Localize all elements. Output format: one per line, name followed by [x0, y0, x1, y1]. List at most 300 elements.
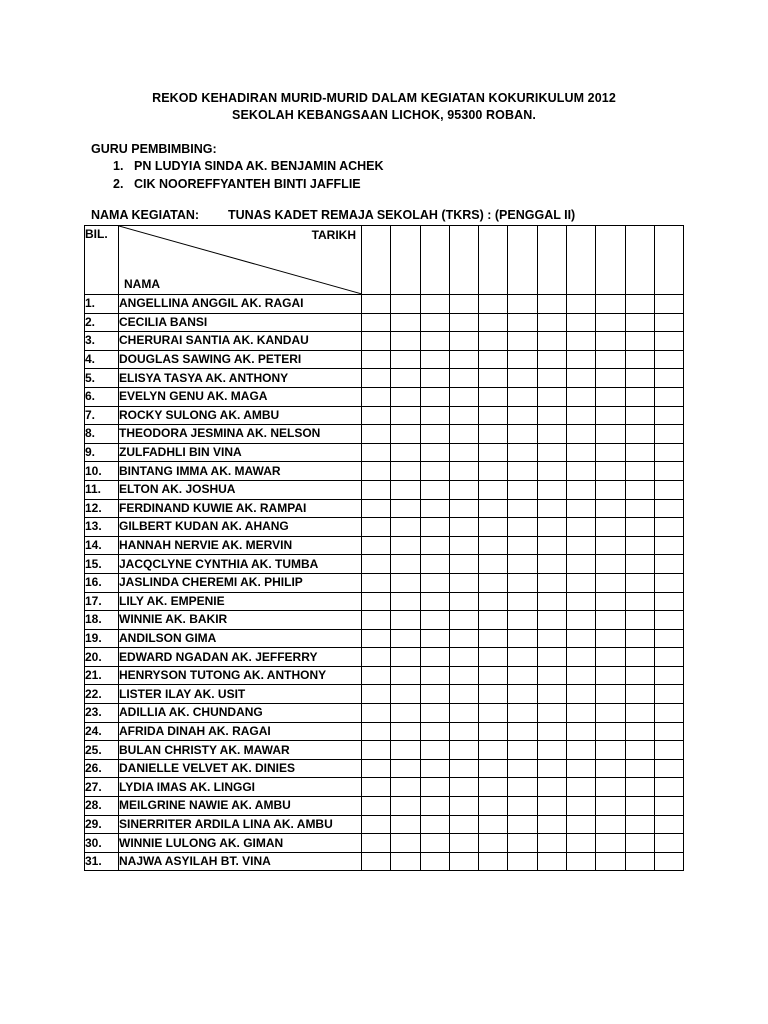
attendance-cell[interactable]	[596, 425, 625, 444]
attendance-cell[interactable]	[391, 350, 420, 369]
attendance-cell[interactable]	[537, 332, 566, 351]
attendance-cell[interactable]	[625, 443, 654, 462]
attendance-cell[interactable]	[567, 852, 596, 871]
attendance-cell[interactable]	[420, 387, 449, 406]
attendance-cell[interactable]	[654, 573, 683, 592]
attendance-cell[interactable]	[449, 313, 478, 332]
attendance-cell[interactable]	[362, 499, 391, 518]
attendance-cell[interactable]	[596, 797, 625, 816]
attendance-cell[interactable]	[508, 704, 537, 723]
attendance-cell[interactable]	[596, 629, 625, 648]
attendance-cell[interactable]	[537, 425, 566, 444]
attendance-cell[interactable]	[625, 797, 654, 816]
attendance-cell[interactable]	[596, 536, 625, 555]
attendance-cell[interactable]	[449, 350, 478, 369]
attendance-cell[interactable]	[654, 648, 683, 667]
attendance-cell[interactable]	[391, 685, 420, 704]
attendance-cell[interactable]	[479, 462, 508, 481]
attendance-cell[interactable]	[420, 406, 449, 425]
attendance-cell[interactable]	[449, 536, 478, 555]
attendance-cell[interactable]	[625, 536, 654, 555]
attendance-cell[interactable]	[537, 648, 566, 667]
date-header-cell[interactable]	[596, 226, 625, 295]
attendance-cell[interactable]	[654, 406, 683, 425]
attendance-cell[interactable]	[479, 573, 508, 592]
attendance-cell[interactable]	[479, 443, 508, 462]
attendance-cell[interactable]	[391, 536, 420, 555]
attendance-cell[interactable]	[479, 592, 508, 611]
attendance-cell[interactable]	[449, 852, 478, 871]
attendance-cell[interactable]	[596, 685, 625, 704]
attendance-cell[interactable]	[449, 759, 478, 778]
attendance-cell[interactable]	[391, 332, 420, 351]
attendance-cell[interactable]	[449, 443, 478, 462]
date-header-cell[interactable]	[537, 226, 566, 295]
attendance-cell[interactable]	[625, 592, 654, 611]
attendance-cell[interactable]	[508, 387, 537, 406]
attendance-cell[interactable]	[479, 778, 508, 797]
attendance-cell[interactable]	[654, 852, 683, 871]
date-header-cell[interactable]	[479, 226, 508, 295]
attendance-cell[interactable]	[479, 350, 508, 369]
attendance-cell[interactable]	[596, 518, 625, 537]
attendance-cell[interactable]	[567, 797, 596, 816]
attendance-cell[interactable]	[391, 406, 420, 425]
attendance-cell[interactable]	[508, 722, 537, 741]
attendance-cell[interactable]	[537, 387, 566, 406]
attendance-cell[interactable]	[420, 648, 449, 667]
attendance-cell[interactable]	[362, 666, 391, 685]
attendance-cell[interactable]	[391, 369, 420, 388]
attendance-cell[interactable]	[479, 555, 508, 574]
attendance-cell[interactable]	[537, 722, 566, 741]
attendance-cell[interactable]	[537, 369, 566, 388]
attendance-cell[interactable]	[479, 834, 508, 853]
attendance-cell[interactable]	[449, 480, 478, 499]
attendance-cell[interactable]	[420, 685, 449, 704]
attendance-cell[interactable]	[654, 759, 683, 778]
attendance-cell[interactable]	[420, 369, 449, 388]
attendance-cell[interactable]	[362, 518, 391, 537]
attendance-cell[interactable]	[508, 443, 537, 462]
attendance-cell[interactable]	[654, 815, 683, 834]
attendance-cell[interactable]	[625, 518, 654, 537]
attendance-cell[interactable]	[420, 480, 449, 499]
date-header-cell[interactable]	[420, 226, 449, 295]
attendance-cell[interactable]	[479, 611, 508, 630]
attendance-cell[interactable]	[420, 350, 449, 369]
attendance-cell[interactable]	[449, 332, 478, 351]
attendance-cell[interactable]	[362, 555, 391, 574]
attendance-cell[interactable]	[508, 629, 537, 648]
attendance-cell[interactable]	[567, 387, 596, 406]
attendance-cell[interactable]	[654, 778, 683, 797]
attendance-cell[interactable]	[654, 295, 683, 314]
attendance-cell[interactable]	[420, 332, 449, 351]
attendance-cell[interactable]	[362, 406, 391, 425]
attendance-cell[interactable]	[420, 629, 449, 648]
attendance-cell[interactable]	[596, 480, 625, 499]
attendance-cell[interactable]	[567, 592, 596, 611]
attendance-cell[interactable]	[537, 573, 566, 592]
attendance-cell[interactable]	[391, 704, 420, 723]
attendance-cell[interactable]	[479, 815, 508, 834]
attendance-cell[interactable]	[596, 704, 625, 723]
attendance-cell[interactable]	[508, 295, 537, 314]
attendance-cell[interactable]	[537, 778, 566, 797]
attendance-cell[interactable]	[479, 666, 508, 685]
attendance-cell[interactable]	[449, 778, 478, 797]
attendance-cell[interactable]	[654, 834, 683, 853]
attendance-cell[interactable]	[391, 648, 420, 667]
attendance-cell[interactable]	[596, 350, 625, 369]
attendance-cell[interactable]	[391, 499, 420, 518]
attendance-cell[interactable]	[479, 648, 508, 667]
attendance-cell[interactable]	[596, 573, 625, 592]
attendance-cell[interactable]	[479, 685, 508, 704]
attendance-cell[interactable]	[537, 313, 566, 332]
attendance-cell[interactable]	[537, 536, 566, 555]
attendance-cell[interactable]	[625, 573, 654, 592]
attendance-cell[interactable]	[654, 555, 683, 574]
attendance-cell[interactable]	[479, 536, 508, 555]
attendance-cell[interactable]	[654, 443, 683, 462]
attendance-cell[interactable]	[391, 797, 420, 816]
attendance-cell[interactable]	[508, 425, 537, 444]
attendance-cell[interactable]	[596, 741, 625, 760]
attendance-cell[interactable]	[625, 462, 654, 481]
attendance-cell[interactable]	[449, 741, 478, 760]
attendance-cell[interactable]	[654, 387, 683, 406]
attendance-cell[interactable]	[362, 629, 391, 648]
attendance-cell[interactable]	[625, 555, 654, 574]
attendance-cell[interactable]	[596, 778, 625, 797]
attendance-cell[interactable]	[391, 722, 420, 741]
attendance-cell[interactable]	[420, 295, 449, 314]
attendance-cell[interactable]	[537, 592, 566, 611]
attendance-cell[interactable]	[654, 611, 683, 630]
attendance-cell[interactable]	[508, 350, 537, 369]
attendance-cell[interactable]	[508, 406, 537, 425]
attendance-cell[interactable]	[596, 499, 625, 518]
attendance-cell[interactable]	[567, 443, 596, 462]
attendance-cell[interactable]	[449, 369, 478, 388]
attendance-cell[interactable]	[362, 425, 391, 444]
attendance-cell[interactable]	[625, 815, 654, 834]
attendance-cell[interactable]	[625, 406, 654, 425]
attendance-cell[interactable]	[625, 704, 654, 723]
attendance-cell[interactable]	[567, 295, 596, 314]
attendance-cell[interactable]	[449, 704, 478, 723]
attendance-cell[interactable]	[508, 611, 537, 630]
attendance-cell[interactable]	[537, 741, 566, 760]
attendance-cell[interactable]	[508, 648, 537, 667]
attendance-cell[interactable]	[625, 741, 654, 760]
attendance-cell[interactable]	[362, 834, 391, 853]
attendance-cell[interactable]	[449, 462, 478, 481]
attendance-cell[interactable]	[449, 499, 478, 518]
attendance-cell[interactable]	[567, 629, 596, 648]
attendance-cell[interactable]	[391, 555, 420, 574]
attendance-cell[interactable]	[479, 387, 508, 406]
attendance-cell[interactable]	[625, 629, 654, 648]
attendance-cell[interactable]	[391, 425, 420, 444]
date-header-cell[interactable]	[449, 226, 478, 295]
attendance-cell[interactable]	[596, 295, 625, 314]
attendance-cell[interactable]	[625, 295, 654, 314]
attendance-cell[interactable]	[537, 350, 566, 369]
attendance-cell[interactable]	[508, 815, 537, 834]
attendance-cell[interactable]	[420, 573, 449, 592]
attendance-cell[interactable]	[362, 480, 391, 499]
attendance-cell[interactable]	[537, 704, 566, 723]
attendance-cell[interactable]	[596, 852, 625, 871]
attendance-cell[interactable]	[537, 480, 566, 499]
attendance-cell[interactable]	[508, 555, 537, 574]
attendance-cell[interactable]	[654, 722, 683, 741]
attendance-cell[interactable]	[508, 797, 537, 816]
attendance-cell[interactable]	[537, 518, 566, 537]
attendance-cell[interactable]	[654, 425, 683, 444]
attendance-cell[interactable]	[420, 834, 449, 853]
attendance-cell[interactable]	[537, 611, 566, 630]
attendance-cell[interactable]	[654, 536, 683, 555]
attendance-cell[interactable]	[596, 759, 625, 778]
attendance-cell[interactable]	[362, 722, 391, 741]
attendance-cell[interactable]	[362, 313, 391, 332]
attendance-cell[interactable]	[449, 592, 478, 611]
attendance-cell[interactable]	[567, 480, 596, 499]
attendance-cell[interactable]	[479, 797, 508, 816]
attendance-cell[interactable]	[596, 332, 625, 351]
attendance-cell[interactable]	[537, 759, 566, 778]
attendance-cell[interactable]	[420, 722, 449, 741]
attendance-cell[interactable]	[449, 666, 478, 685]
attendance-cell[interactable]	[449, 406, 478, 425]
attendance-cell[interactable]	[508, 518, 537, 537]
attendance-cell[interactable]	[391, 462, 420, 481]
attendance-cell[interactable]	[537, 666, 566, 685]
attendance-cell[interactable]	[449, 518, 478, 537]
date-header-cell[interactable]	[567, 226, 596, 295]
attendance-cell[interactable]	[596, 592, 625, 611]
attendance-cell[interactable]	[596, 369, 625, 388]
attendance-cell[interactable]	[567, 778, 596, 797]
date-header-cell[interactable]	[508, 226, 537, 295]
attendance-cell[interactable]	[362, 685, 391, 704]
attendance-cell[interactable]	[449, 797, 478, 816]
attendance-cell[interactable]	[567, 350, 596, 369]
attendance-cell[interactable]	[567, 425, 596, 444]
attendance-cell[interactable]	[508, 685, 537, 704]
attendance-cell[interactable]	[596, 666, 625, 685]
attendance-cell[interactable]	[567, 406, 596, 425]
attendance-cell[interactable]	[567, 332, 596, 351]
attendance-cell[interactable]	[508, 369, 537, 388]
attendance-cell[interactable]	[391, 518, 420, 537]
attendance-cell[interactable]	[508, 332, 537, 351]
attendance-cell[interactable]	[654, 666, 683, 685]
date-header-cell[interactable]	[391, 226, 420, 295]
attendance-cell[interactable]	[391, 741, 420, 760]
attendance-cell[interactable]	[596, 406, 625, 425]
attendance-cell[interactable]	[654, 685, 683, 704]
attendance-cell[interactable]	[508, 536, 537, 555]
attendance-cell[interactable]	[479, 480, 508, 499]
attendance-cell[interactable]	[567, 704, 596, 723]
attendance-cell[interactable]	[654, 518, 683, 537]
attendance-cell[interactable]	[537, 462, 566, 481]
attendance-cell[interactable]	[449, 629, 478, 648]
attendance-cell[interactable]	[567, 759, 596, 778]
attendance-cell[interactable]	[537, 406, 566, 425]
attendance-cell[interactable]	[508, 499, 537, 518]
attendance-cell[interactable]	[362, 350, 391, 369]
attendance-cell[interactable]	[508, 741, 537, 760]
attendance-cell[interactable]	[567, 499, 596, 518]
attendance-cell[interactable]	[567, 536, 596, 555]
attendance-cell[interactable]	[420, 462, 449, 481]
attendance-cell[interactable]	[625, 313, 654, 332]
attendance-cell[interactable]	[391, 480, 420, 499]
attendance-cell[interactable]	[596, 834, 625, 853]
attendance-cell[interactable]	[537, 443, 566, 462]
attendance-cell[interactable]	[625, 685, 654, 704]
attendance-cell[interactable]	[654, 499, 683, 518]
attendance-cell[interactable]	[625, 834, 654, 853]
attendance-cell[interactable]	[654, 462, 683, 481]
attendance-cell[interactable]	[479, 759, 508, 778]
attendance-cell[interactable]	[449, 611, 478, 630]
attendance-cell[interactable]	[654, 704, 683, 723]
attendance-cell[interactable]	[362, 741, 391, 760]
attendance-cell[interactable]	[362, 369, 391, 388]
attendance-cell[interactable]	[625, 387, 654, 406]
attendance-cell[interactable]	[362, 443, 391, 462]
attendance-cell[interactable]	[479, 629, 508, 648]
attendance-cell[interactable]	[508, 592, 537, 611]
attendance-cell[interactable]	[362, 332, 391, 351]
attendance-cell[interactable]	[537, 685, 566, 704]
attendance-cell[interactable]	[654, 332, 683, 351]
attendance-cell[interactable]	[654, 592, 683, 611]
attendance-cell[interactable]	[449, 573, 478, 592]
attendance-cell[interactable]	[362, 536, 391, 555]
attendance-cell[interactable]	[449, 685, 478, 704]
attendance-cell[interactable]	[596, 443, 625, 462]
attendance-cell[interactable]	[391, 313, 420, 332]
attendance-cell[interactable]	[537, 555, 566, 574]
attendance-cell[interactable]	[596, 815, 625, 834]
attendance-cell[interactable]	[567, 518, 596, 537]
attendance-cell[interactable]	[596, 722, 625, 741]
attendance-cell[interactable]	[420, 797, 449, 816]
attendance-cell[interactable]	[449, 815, 478, 834]
attendance-cell[interactable]	[625, 611, 654, 630]
attendance-cell[interactable]	[654, 629, 683, 648]
attendance-cell[interactable]	[508, 852, 537, 871]
attendance-cell[interactable]	[596, 313, 625, 332]
attendance-cell[interactable]	[567, 722, 596, 741]
attendance-cell[interactable]	[420, 741, 449, 760]
attendance-cell[interactable]	[479, 704, 508, 723]
attendance-cell[interactable]	[391, 387, 420, 406]
attendance-cell[interactable]	[596, 555, 625, 574]
attendance-cell[interactable]	[362, 387, 391, 406]
attendance-cell[interactable]	[449, 555, 478, 574]
attendance-cell[interactable]	[391, 778, 420, 797]
attendance-cell[interactable]	[449, 387, 478, 406]
attendance-cell[interactable]	[362, 759, 391, 778]
attendance-cell[interactable]	[362, 648, 391, 667]
attendance-cell[interactable]	[567, 815, 596, 834]
attendance-cell[interactable]	[625, 759, 654, 778]
attendance-cell[interactable]	[479, 852, 508, 871]
attendance-cell[interactable]	[567, 648, 596, 667]
attendance-cell[interactable]	[479, 425, 508, 444]
attendance-cell[interactable]	[567, 369, 596, 388]
attendance-cell[interactable]	[537, 629, 566, 648]
attendance-cell[interactable]	[508, 573, 537, 592]
attendance-cell[interactable]	[362, 462, 391, 481]
attendance-cell[interactable]	[654, 741, 683, 760]
attendance-cell[interactable]	[537, 499, 566, 518]
attendance-cell[interactable]	[449, 648, 478, 667]
attendance-cell[interactable]	[362, 797, 391, 816]
attendance-cell[interactable]	[479, 295, 508, 314]
attendance-cell[interactable]	[508, 480, 537, 499]
attendance-cell[interactable]	[625, 425, 654, 444]
attendance-cell[interactable]	[508, 313, 537, 332]
attendance-cell[interactable]	[420, 852, 449, 871]
attendance-cell[interactable]	[449, 295, 478, 314]
attendance-cell[interactable]	[654, 797, 683, 816]
attendance-cell[interactable]	[654, 480, 683, 499]
attendance-cell[interactable]	[420, 555, 449, 574]
attendance-cell[interactable]	[420, 704, 449, 723]
attendance-cell[interactable]	[362, 573, 391, 592]
attendance-cell[interactable]	[567, 555, 596, 574]
attendance-cell[interactable]	[537, 834, 566, 853]
attendance-cell[interactable]	[391, 573, 420, 592]
attendance-cell[interactable]	[479, 741, 508, 760]
attendance-cell[interactable]	[420, 443, 449, 462]
attendance-cell[interactable]	[596, 462, 625, 481]
attendance-cell[interactable]	[596, 387, 625, 406]
attendance-cell[interactable]	[362, 592, 391, 611]
date-header-cell[interactable]	[625, 226, 654, 295]
date-header-cell[interactable]	[362, 226, 391, 295]
attendance-cell[interactable]	[391, 815, 420, 834]
attendance-cell[interactable]	[420, 592, 449, 611]
attendance-cell[interactable]	[537, 852, 566, 871]
attendance-cell[interactable]	[420, 611, 449, 630]
attendance-cell[interactable]	[362, 778, 391, 797]
attendance-cell[interactable]	[362, 611, 391, 630]
attendance-cell[interactable]	[567, 611, 596, 630]
attendance-cell[interactable]	[537, 797, 566, 816]
attendance-cell[interactable]	[420, 536, 449, 555]
attendance-cell[interactable]	[362, 295, 391, 314]
attendance-cell[interactable]	[596, 648, 625, 667]
attendance-cell[interactable]	[508, 834, 537, 853]
attendance-cell[interactable]	[567, 741, 596, 760]
attendance-cell[interactable]	[567, 313, 596, 332]
attendance-cell[interactable]	[537, 815, 566, 834]
attendance-cell[interactable]	[391, 295, 420, 314]
attendance-cell[interactable]	[479, 369, 508, 388]
attendance-cell[interactable]	[420, 759, 449, 778]
